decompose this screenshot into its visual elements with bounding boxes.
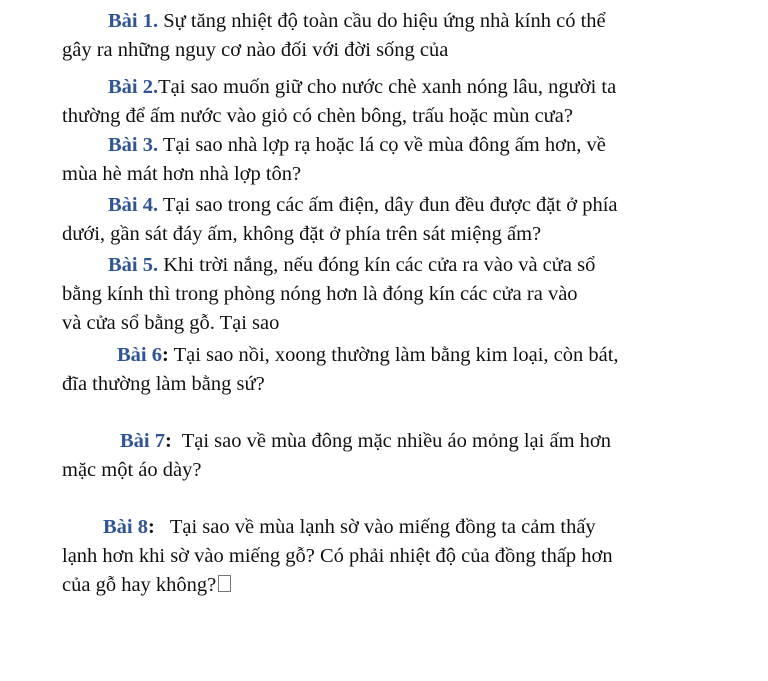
exercise-8 [0,513,768,600]
exercise-text-line: mùa hè mát hơn nhà lợp tôn? [62,163,302,185]
exercise-label: Bài 3. [108,134,159,156]
exercise-text-line: dưới, gần sát đáy ấm, không đặt ở phía trên sát miệng ấm? [62,223,542,245]
exercise-text-line: Sự tăng nhiệt độ toàn cầu do hiệu ứng nhà kính có thể [158,10,606,32]
exercise-5 [0,251,768,338]
exercise-7 [0,427,768,485]
exercise-text-line: Tại sao trong các ấm điện, dây đun đều được đặt ở phía [158,194,618,216]
exercise-text-line: Tại sao muốn giữ cho nước chè xanh nóng lâu, người ta [158,76,617,98]
exercise-3 [0,131,768,189]
exercise-text-line: Khi trời nắng, nếu đóng kín các cửa ra vào và cửa sổ [158,254,596,276]
exercise-text-line: bằng kính thì trong phòng nóng hơn là đóng kín các cửa ra vào [62,283,578,305]
exercise-label: Bài 4. [108,194,159,216]
exercise-text-line: lạnh hơn khi sờ vào miếng gỗ? Có phải nhiệt độ của đồng thấp hơn [62,545,613,567]
exercise-label: Bài 8 [103,516,148,538]
exercise-label: Bài 7 [120,430,165,452]
exercise-6 [0,341,768,399]
exercise-text-line: mặc một áo dày? [62,459,202,481]
exercise-text-line: của gỗ hay không? [62,574,217,596]
exercise-text-line: Tại sao nồi, xoong thường làm bằng kim loại, còn bát, [168,344,619,366]
exercise-text-line: Tại sao về mùa đông mặc nhiều áo mỏng lại ấm hơn [171,430,611,452]
missing-glyph-box [218,575,231,592]
exercise-text-line: đĩa thường làm bằng sứ? [62,373,265,395]
exercise-label: Bài 2. [108,76,159,98]
exercise-1 [0,7,768,65]
label-colon: : [148,516,155,538]
exercise-text-line: gây ra những nguy cơ nào đối với đời sống của [62,39,449,61]
exercise-2 [0,73,768,131]
exercise-text-line: Tại sao về mùa lạnh sờ vào miếng đồng ta cảm thấy [154,516,596,538]
exercise-label: Bài 5. [108,254,159,276]
exercise-text-line: và cửa sổ bằng gỗ. Tại sao [62,312,280,334]
cropped-text-fragment [82,0,142,2]
exercise-label: Bài 1. [108,10,159,32]
label-colon: : [165,430,172,452]
exercise-text-line: thường để ấm nước vào giỏ có chèn bông, trấu hoặc mùn cưa? [62,105,573,127]
exercise-text-line: Tại sao nhà lợp rạ hoặc lá cọ về mùa đông ấm hơn, về [158,134,606,156]
exercise-label: Bài 6 [117,344,162,366]
exercise-4 [0,191,768,249]
label-colon: : [162,344,169,366]
